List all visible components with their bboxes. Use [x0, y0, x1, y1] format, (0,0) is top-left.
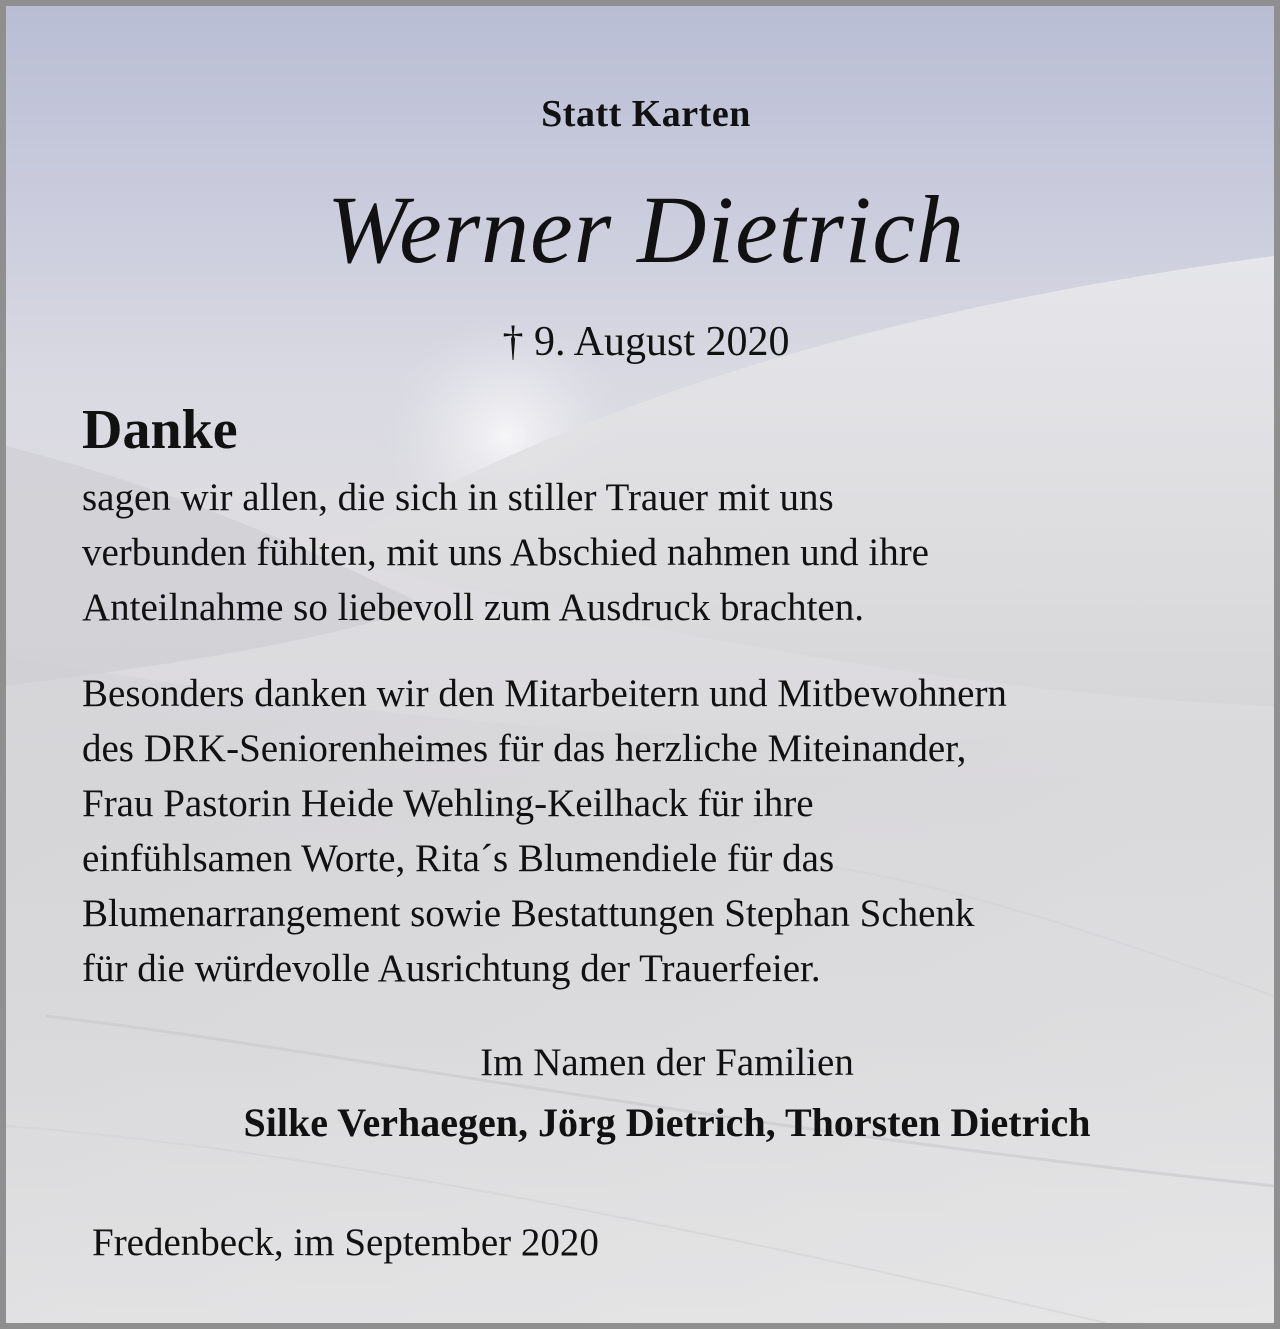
paragraph-line: verbunden fühlten, mit uns Abschied nahmen und ihre — [82, 531, 929, 574]
paragraph-line: für die würdevolle Ausrichtung der Trauerfeier. — [82, 947, 821, 990]
paragraph-line: des DRK-Seniorenheimes für das herzliche Miteinander, — [82, 727, 967, 770]
paragraph-line: sagen wir allen, die sich in stiller Trauer mit uns — [82, 476, 834, 519]
thanks-paragraph — [82, 470, 1242, 635]
paragraph-line: Frau Pastorin Heide Wehling-Keilhack für ihre — [82, 782, 814, 825]
signature-lead: Im Namen der Familien — [480, 1041, 854, 1084]
place-and-date: Fredenbeck, im September 2020 — [92, 1221, 599, 1264]
paragraph-line: einfühlsamen Worte, Rita´s Blumendiele für das — [82, 837, 835, 880]
paragraph-line: Anteilnahme so liebevoll zum Ausdruck brachten. — [82, 586, 864, 629]
death-date: † 9. August 2020 — [502, 319, 790, 365]
paragraph-line: Blumenarrangement sowie Bestattungen Stephan Schenk — [82, 892, 975, 935]
deceased-name: Werner Dietrich — [326, 176, 965, 283]
signature-names: Silke Verhaegen, Jörg Dietrich, Thorsten Dietrich — [243, 1100, 1091, 1145]
special-thanks-paragraph — [82, 666, 1242, 996]
paragraph-line: Besonders danken wir den Mitarbeitern und Mitbewohnern — [82, 672, 1007, 715]
kicker-statt-karten: Statt Karten — [541, 93, 751, 135]
thanks-heading: Danke — [82, 399, 238, 461]
